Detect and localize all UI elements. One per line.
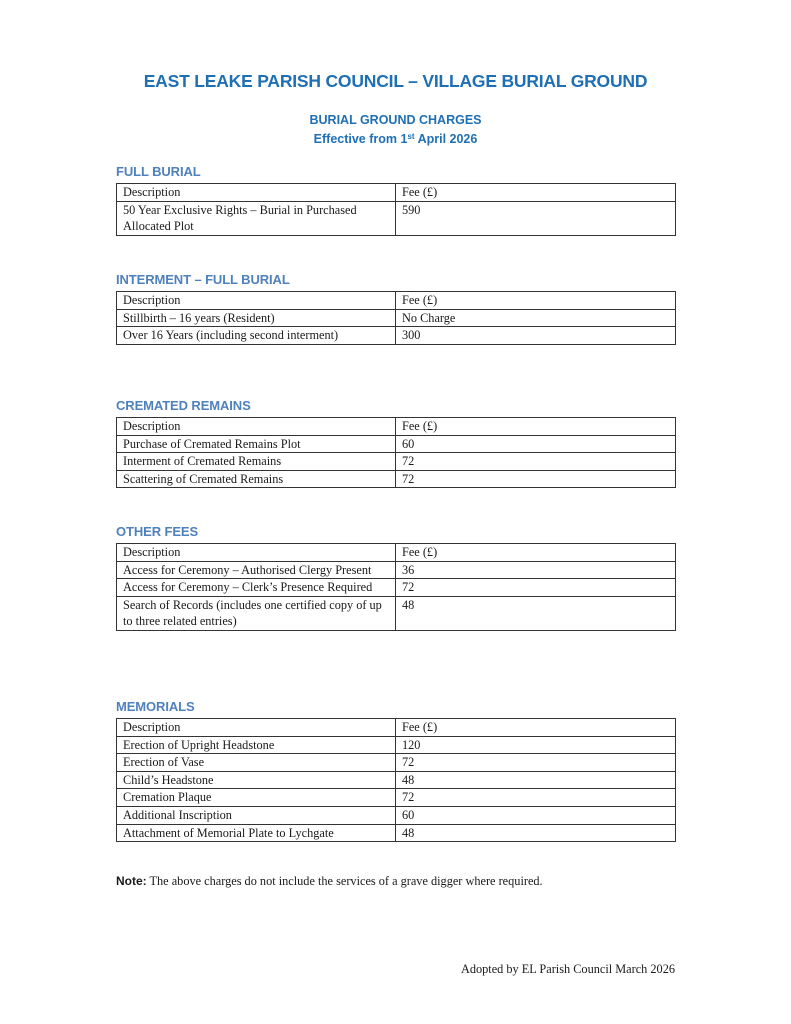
row-description: Child’s Headstone bbox=[117, 771, 396, 789]
column-header-description: Description bbox=[117, 418, 396, 436]
table-row bbox=[117, 470, 676, 488]
section-heading: CREMATED REMAINS bbox=[116, 398, 251, 413]
section-heading: OTHER FEES bbox=[116, 524, 199, 539]
table-row bbox=[117, 579, 676, 597]
row-description: Stillbirth – 16 years (Resident) bbox=[117, 309, 396, 327]
fees-table bbox=[116, 543, 676, 631]
row-fee: 36 bbox=[396, 561, 676, 579]
row-description: Over 16 Years (including second interment) bbox=[117, 327, 396, 345]
table-header-row bbox=[117, 418, 676, 436]
fees-table bbox=[116, 183, 676, 236]
row-description: Erection of Upright Headstone bbox=[117, 736, 396, 754]
section-interment-full-burial bbox=[116, 271, 676, 345]
row-description: Erection of Vase bbox=[117, 754, 396, 772]
row-description: Interment of Cremated Remains bbox=[117, 453, 396, 471]
table-row bbox=[117, 309, 676, 327]
effective-date-ordinal: st bbox=[407, 132, 415, 141]
row-fee: No Charge bbox=[396, 309, 676, 327]
row-fee: 72 bbox=[396, 754, 676, 772]
adoption-footer: Adopted by EL Parish Council March 2026 bbox=[460, 962, 675, 976]
table-header-row bbox=[117, 292, 676, 310]
column-header-fee: Fee (£) bbox=[396, 418, 676, 436]
document-title: EAST LEAKE PARISH COUNCIL – VILLAGE BURIAL GROUND bbox=[143, 71, 648, 91]
note bbox=[116, 874, 543, 889]
table-header-row bbox=[117, 544, 676, 562]
row-fee: 72 bbox=[396, 579, 676, 597]
row-description: 50 Year Exclusive Rights – Burial in Purchased Allocated Plot bbox=[117, 201, 396, 235]
table-header-row bbox=[117, 184, 676, 202]
row-fee: 60 bbox=[396, 806, 676, 824]
row-description: Access for Ceremony – Authorised Clergy Present bbox=[117, 561, 396, 579]
table-row bbox=[117, 806, 676, 824]
table-row bbox=[117, 789, 676, 807]
table-row bbox=[117, 771, 676, 789]
column-header-fee: Fee (£) bbox=[396, 544, 676, 562]
column-header-fee: Fee (£) bbox=[396, 719, 676, 737]
document-subtitle: BURIAL GROUND CHARGES bbox=[309, 113, 482, 127]
row-fee: 48 bbox=[396, 771, 676, 789]
table-row bbox=[117, 596, 676, 630]
section-full-burial bbox=[116, 163, 676, 236]
section-cremated-remains bbox=[116, 397, 676, 488]
table-row bbox=[117, 736, 676, 754]
table-row bbox=[117, 824, 676, 842]
row-fee: 60 bbox=[396, 435, 676, 453]
row-description: Cremation Plaque bbox=[117, 789, 396, 807]
table-row bbox=[117, 561, 676, 579]
row-fee: 590 bbox=[396, 201, 676, 235]
section-heading: INTERMENT – FULL BURIAL bbox=[116, 272, 290, 287]
row-fee: 72 bbox=[396, 453, 676, 471]
column-header-fee: Fee (£) bbox=[396, 184, 676, 202]
note-text: The above charges do not include the services of a grave digger where required. bbox=[146, 874, 543, 888]
row-description: Additional Inscription bbox=[117, 806, 396, 824]
fees-table bbox=[116, 417, 676, 488]
row-description: Access for Ceremony – Clerk’s Presence Required bbox=[117, 579, 396, 597]
table-row bbox=[117, 435, 676, 453]
column-header-fee: Fee (£) bbox=[396, 292, 676, 310]
column-header-description: Description bbox=[117, 184, 396, 202]
row-description: Attachment of Memorial Plate to Lychgate bbox=[117, 824, 396, 842]
fees-table bbox=[116, 291, 676, 345]
section-heading: MEMORIALS bbox=[116, 699, 195, 714]
column-header-description: Description bbox=[117, 292, 396, 310]
row-fee: 300 bbox=[396, 327, 676, 345]
table-row bbox=[117, 201, 676, 235]
effective-date-suffix: April 2026 bbox=[414, 132, 478, 146]
row-fee: 48 bbox=[396, 824, 676, 842]
effective-date-prefix: Effective from 1 bbox=[313, 132, 408, 146]
section-other-fees bbox=[116, 523, 676, 631]
fees-table bbox=[116, 718, 676, 842]
row-fee: 72 bbox=[396, 789, 676, 807]
table-row bbox=[117, 453, 676, 471]
column-header-description: Description bbox=[117, 719, 396, 737]
table-header-row bbox=[117, 719, 676, 737]
row-fee: 72 bbox=[396, 470, 676, 488]
section-memorials bbox=[116, 698, 676, 842]
row-description: Purchase of Cremated Remains Plot bbox=[117, 435, 396, 453]
column-header-description: Description bbox=[117, 544, 396, 562]
table-row bbox=[117, 327, 676, 345]
row-fee: 48 bbox=[396, 596, 676, 630]
table-row bbox=[117, 754, 676, 772]
row-description: Search of Records (includes one certified copy of up to three related entries) bbox=[117, 596, 396, 630]
section-heading: FULL BURIAL bbox=[116, 164, 201, 179]
row-description: Scattering of Cremated Remains bbox=[117, 470, 396, 488]
effective-date bbox=[0, 132, 791, 146]
note-label: Note: bbox=[116, 874, 147, 888]
row-fee: 120 bbox=[396, 736, 676, 754]
